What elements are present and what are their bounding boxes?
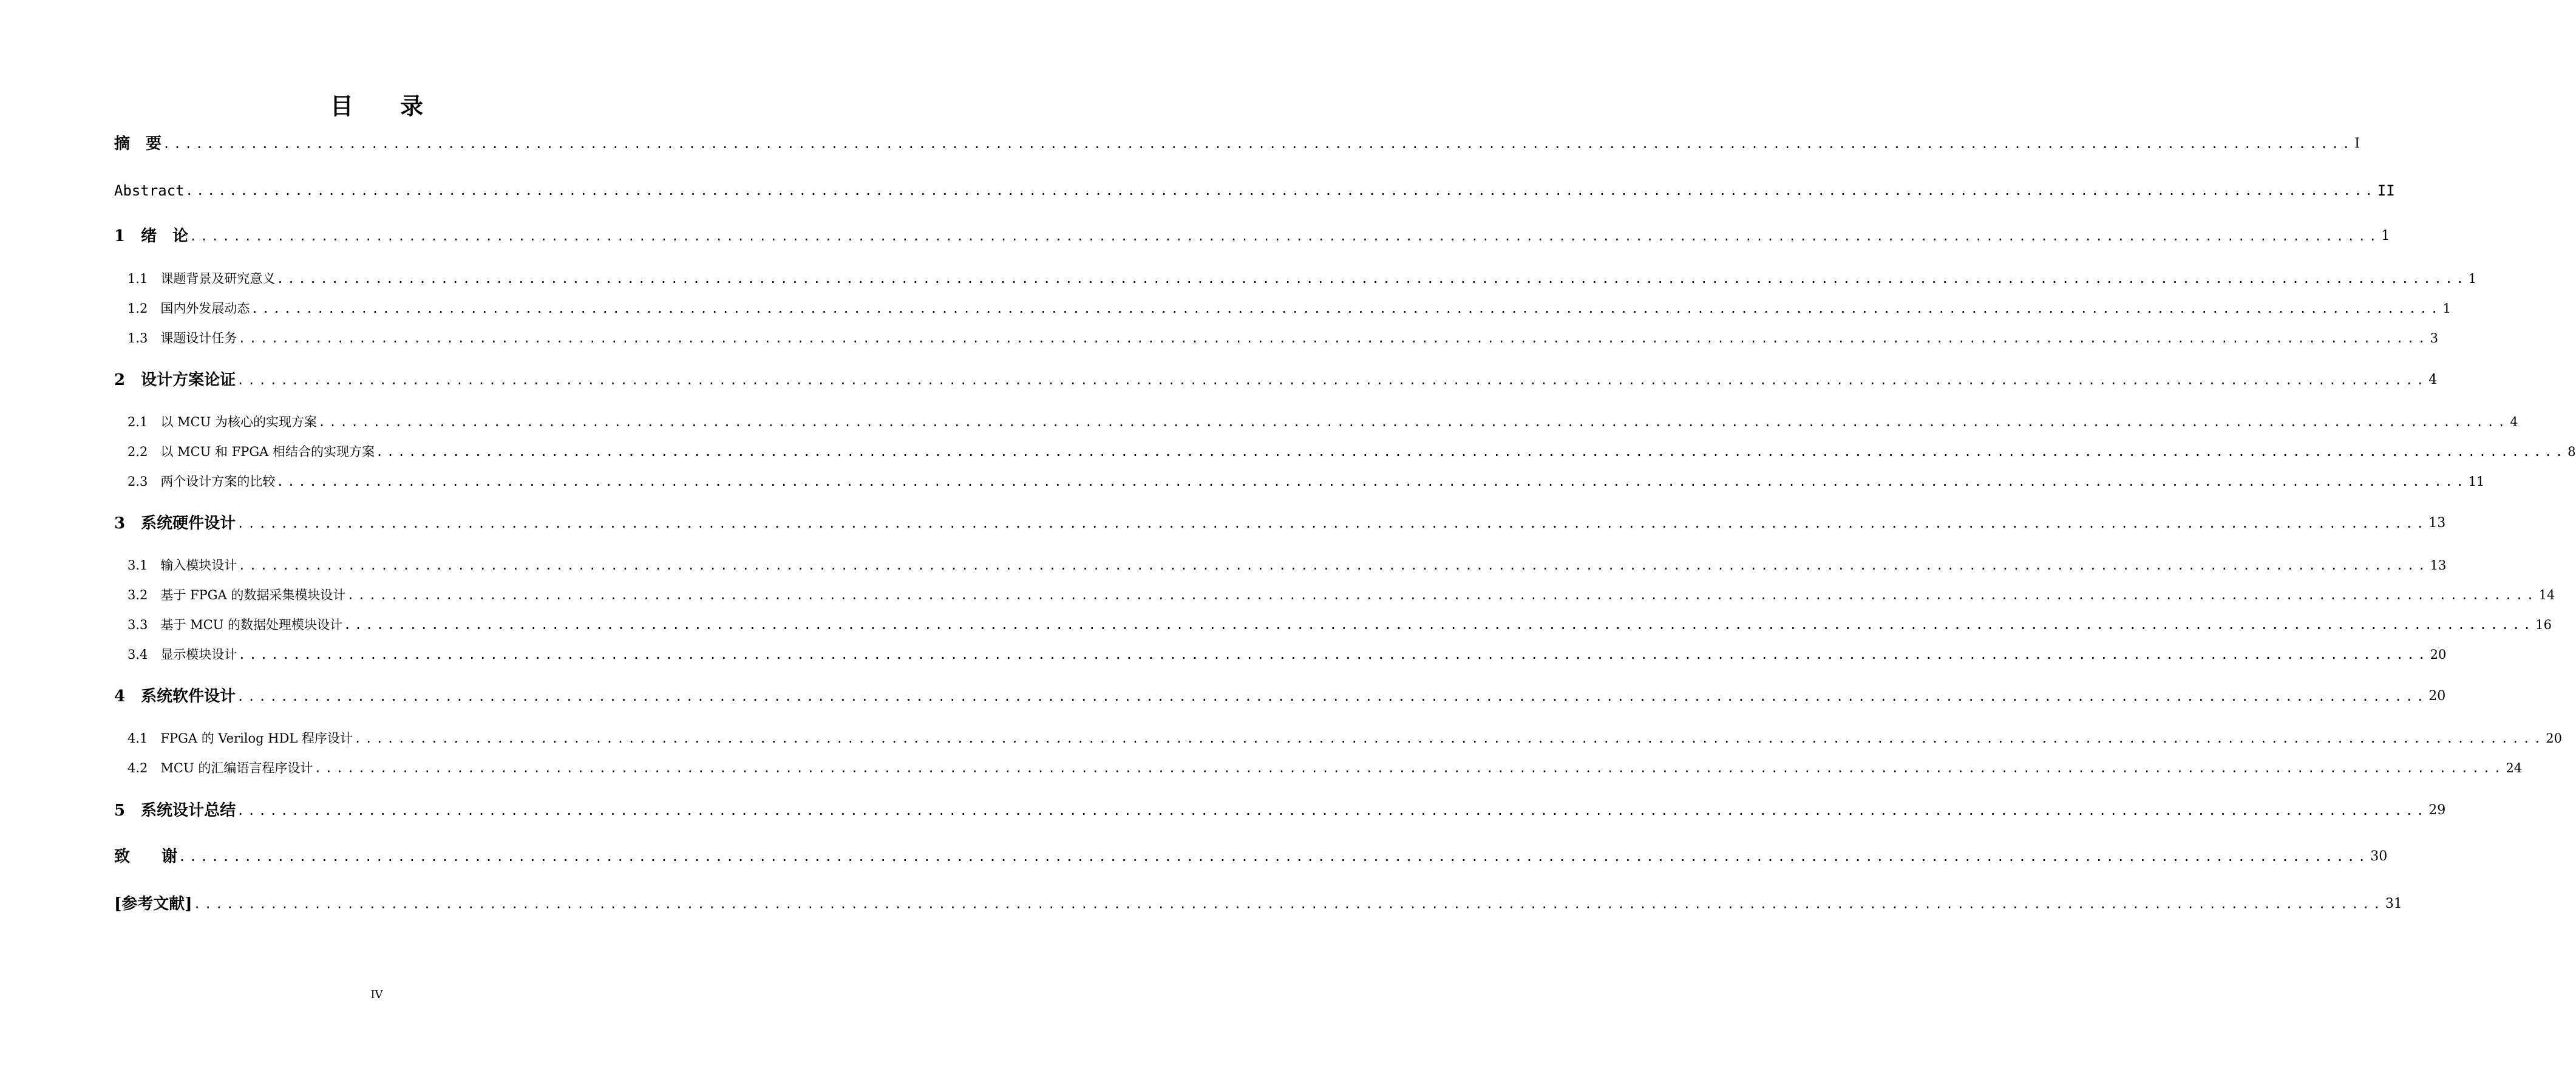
toc-entry-label: 1 绪 论 [114,227,189,245]
toc-entry-page: 14 [2538,588,2555,602]
toc-entry-page: 4 [2428,372,2438,387]
toc-entry-page: 4 [2510,415,2518,429]
toc-entry-label: 1.2 国内外发展动态 [127,301,250,316]
toc-entry-label: [参考文献] [114,895,192,913]
toc-entry-page: 29 [2428,803,2446,818]
toc-leader-dots: ........................................................................................................................................................................................................ [354,731,2545,746]
toc-entry-page: 20 [2430,647,2447,662]
toc-leader-dots: ........................................................................................................................................................................................................ [178,849,2370,864]
toc-leader-dots: ........................................................................................................................................................................................................ [276,474,2467,489]
toc-entry-label: 致 谢 [114,848,178,866]
toc-leader-dots: ........................................................................................................................................................................................................ [185,183,2376,198]
toc-leader-dots: ........................................................................................................................................................................................................ [193,897,2384,911]
toc-entry-page: 13 [2430,558,2447,573]
toc-entry[interactable] [127,584,2555,606]
toc-entry[interactable] [127,644,2447,665]
toc-entry-label: 摘 要 [114,135,162,153]
toc-entry-page: 1 [2468,271,2476,286]
toc-entry-label: 3.2 基于 FPGA 的数据采集模块设计 [127,588,346,602]
toc-entry-label: 3.3 基于 MCU 的数据处理模块设计 [127,618,343,632]
toc-entry-label: 4.2 MCU 的汇编语言程序设计 [127,761,313,775]
toc-leader-dots: ........................................................................................................................................................................................................ [251,301,2442,316]
toc-entry-page: 1 [2381,228,2390,243]
toc-entry[interactable] [127,411,2518,433]
toc-entry-page: 30 [2370,849,2388,864]
toc-entry-label: 2.1 以 MCU 为核心的实现方案 [127,415,318,429]
toc-entry-page: 1 [2442,301,2451,316]
toc-entry-label: 4.1 FPGA 的 Verilog HDL 程序设计 [127,731,353,746]
toc-entry-page: 20 [2546,731,2562,746]
toc-entry-page: II [2377,182,2395,199]
toc-entry-label: 2 设计方案论证 [114,371,236,389]
toc-entry-page: 20 [2428,689,2446,704]
toc-title: 目 录 [330,92,443,120]
toc-leader-dots: ........................................................................................................................................................................................................ [189,229,2381,243]
toc-entry-page: 24 [2506,761,2523,775]
toc-leader-dots: ........................................................................................................................................................................................................ [238,558,2429,573]
toc-entry[interactable] [114,893,2402,915]
toc-entry-page: 13 [2428,515,2446,531]
toc-entry[interactable] [114,686,2446,707]
toc-entry[interactable] [127,327,2438,349]
toc-entry-page: 8 [2568,444,2576,459]
toc-leader-dots: ........................................................................................................................................................................................................ [237,803,2428,818]
toc-leader-dots: ........................................................................................................................................................................................................ [318,415,2509,429]
toc-entry[interactable] [127,298,2451,319]
toc-leader-dots: ........................................................................................................................................................................................................ [314,761,2505,775]
toc-entry[interactable] [127,554,2447,576]
toc-leader-dots: ........................................................................................................................................................................................................ [237,373,2428,387]
toc-leader-dots: ........................................................................................................................................................................................................ [238,647,2429,662]
toc-entry-label: 3.4 显示模块设计 [127,647,237,662]
toc-entry[interactable] [127,614,2552,636]
toc-entry-label: 2.2 以 MCU 和 FPGA 相结合的实现方案 [127,444,375,459]
toc-entry[interactable] [127,268,2476,290]
toc-entry-label: Abstract [114,182,185,199]
toc-leader-dots: ........................................................................................................................................................................................................ [347,588,2538,602]
toc-entry[interactable] [114,800,2446,822]
toc-entry[interactable] [127,727,2562,749]
toc-leader-dots: ........................................................................................................................................................................................................ [237,516,2428,531]
toc-entry-label: 4 系统软件设计 [114,687,236,706]
toc-entry-label: 2.3 两个设计方案的比较 [127,474,276,489]
toc-entry-page: 11 [2468,474,2485,489]
toc-entry[interactable] [114,133,2360,155]
toc-leader-dots: ........................................................................................................................................................................................................ [376,444,2567,459]
toc-leader-dots: ........................................................................................................................................................................................................ [276,271,2467,286]
toc-entry-label: 5 系统设计总结 [114,801,236,820]
toc-entry[interactable] [114,846,2388,868]
page-number: IV [370,988,383,1001]
toc-entry[interactable] [114,512,2446,534]
toc-leader-dots: ........................................................................................................................................................................................................ [237,689,2428,704]
toc-entry-page: 16 [2535,618,2552,632]
toc-entry-page: 3 [2430,331,2438,345]
toc-entry[interactable] [114,180,2395,202]
toc-entry-page: 31 [2385,896,2402,911]
toc-entry-label: 1.3 课题设计任务 [127,331,237,345]
toc-entry-label: 3 系统硬件设计 [114,514,236,532]
toc-leader-dots: ........................................................................................................................................................................................................ [163,137,2354,151]
toc-entry-label: 1.1 课题背景及研究意义 [127,271,276,286]
toc-entry-label: 3.1 输入模块设计 [127,558,237,573]
toc-leader-dots: ........................................................................................................................................................................................................ [344,618,2535,632]
toc-entry[interactable] [114,225,2390,247]
toc-entry-page: I [2354,136,2360,151]
toc-entry[interactable] [127,441,2576,463]
toc-entry[interactable] [114,369,2438,391]
toc-entry[interactable] [127,757,2523,779]
toc-leader-dots: ........................................................................................................................................................................................................ [238,331,2429,345]
toc-entry[interactable] [127,471,2485,492]
